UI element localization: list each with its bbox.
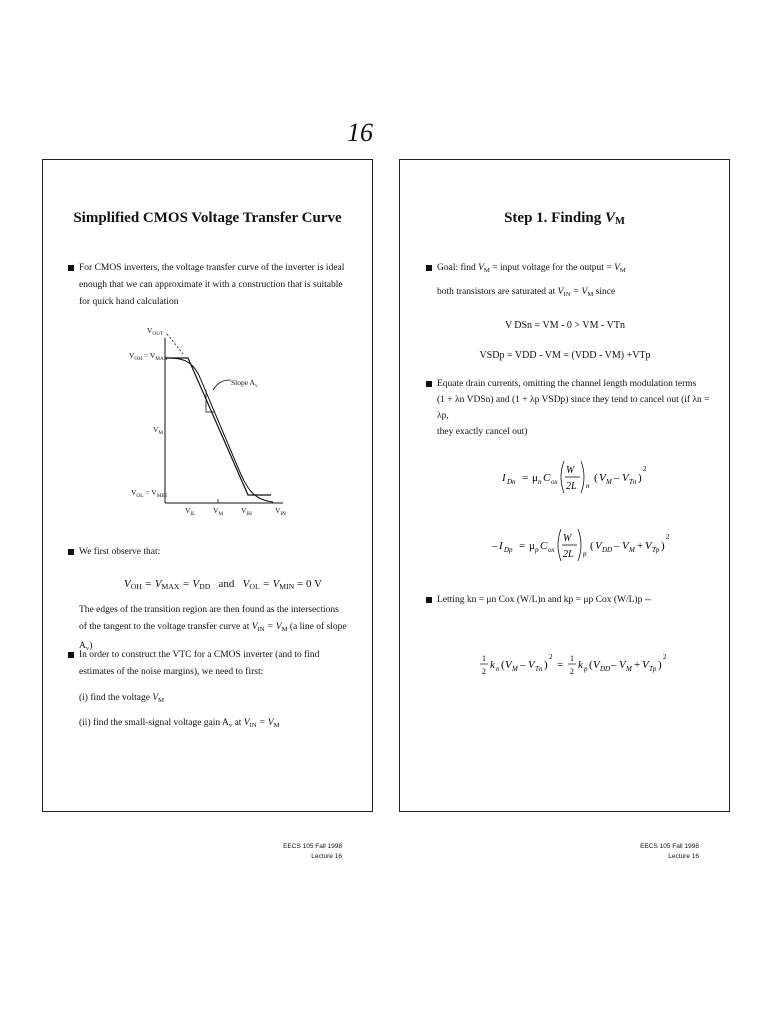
svg-text:2: 2 xyxy=(570,667,574,676)
svg-text:2: 2 xyxy=(663,653,667,661)
svg-text:ox: ox xyxy=(548,546,555,554)
svg-text:–: – xyxy=(614,472,620,484)
bullet-construct-vtc xyxy=(79,647,349,681)
svg-text:I: I xyxy=(499,540,503,552)
svg-text:k: k xyxy=(490,659,495,671)
vtc-figure xyxy=(43,320,374,520)
equation-vdsn: V DSn = VM - 0 > VM - VTn xyxy=(505,320,625,331)
bullet-text: Letting kn = μn Cox (W/L)n and kp = μp Cox (W/L)p -- xyxy=(437,595,652,605)
svg-text:W: W xyxy=(563,533,572,544)
bullet-goal: Goal: find $V_M$ = input voltage for the output = $V_M$ xyxy=(437,260,707,279)
x-tick-vin: $V_{IN}$ xyxy=(275,506,286,517)
svg-text:–: – xyxy=(492,540,498,552)
svg-text:2L: 2L xyxy=(563,549,574,560)
footer-lecture: Lecture 16 xyxy=(311,853,342,860)
svg-text:Tp: Tp xyxy=(649,665,657,673)
svg-text:Tn: Tn xyxy=(535,665,543,673)
x-tick-vih: $V_{IH}$ xyxy=(241,506,252,517)
slope-label: Slope $A_v$ xyxy=(231,378,258,389)
footer-right xyxy=(579,842,699,862)
footer-left xyxy=(222,842,342,862)
bullet-text-line: Equate drain currents, omitting the channel length modulation terms xyxy=(437,379,697,389)
svg-text:n: n xyxy=(586,482,590,490)
svg-text:=: = xyxy=(519,540,526,552)
svg-text:(: ( xyxy=(501,659,505,671)
svg-text:=: = xyxy=(557,659,564,671)
svg-text:V: V xyxy=(645,540,652,552)
equation-half-k xyxy=(478,645,678,685)
paragraph-edges: The edges of the transition region are then found as the intersections of the tangent to the voltage transfer curve at $V_{IN} = V_M$ (a line of slope $A_v$) xyxy=(79,605,347,652)
svg-text:n: n xyxy=(496,665,500,673)
bullet-text: In order to construct the VTC for a CMOS inverter (and to find estimates of the noise margins), we need to first: xyxy=(79,650,320,677)
footer-course: EECS 105 Fall 1998 xyxy=(283,843,342,850)
slide-vtc xyxy=(42,159,373,812)
svg-text:V: V xyxy=(599,472,606,484)
slide-title: Step 1. Finding $V_M$ xyxy=(504,210,625,227)
tangent-extension xyxy=(167,334,183,354)
bullet-text: For CMOS inverters, the voltage transfer curve of the inverter is ideal enough that we can approximate it with a construction that is suitable for quick hand calculation xyxy=(79,263,345,307)
svg-text:μ: μ xyxy=(529,540,535,552)
svg-text:Dn: Dn xyxy=(507,478,516,486)
svg-text:M: M xyxy=(626,665,632,673)
svg-text:M: M xyxy=(629,546,635,554)
svg-text:=: = xyxy=(522,472,529,484)
svg-text:–: – xyxy=(614,540,620,552)
svg-text:V: V xyxy=(593,659,600,671)
equation-voh-vol: $V_{OH} = V_{MAX} = V_{DD}$ and $V_{OL} = V_{MIN} = 0$ V xyxy=(124,578,322,591)
vol-label: $V_{OL} = V_{MIN}$ xyxy=(131,488,167,499)
svg-text:V: V xyxy=(619,659,626,671)
svg-text:): ) xyxy=(661,540,665,552)
slide-title: Simplified CMOS Voltage Transfer Curve xyxy=(73,210,342,226)
svg-text:V: V xyxy=(622,540,629,552)
svg-text:(: ( xyxy=(590,540,594,552)
equation-idp xyxy=(490,523,690,567)
equation-vsdp: VSDp = VDD - VM = (VDD - VM) +VTp xyxy=(479,350,651,361)
y-axis-label: $V_{OUT}$ xyxy=(147,326,164,337)
footer-course: EECS 105 Fall 1998 xyxy=(640,843,699,850)
x-tick-vm: $V_M$ xyxy=(213,506,224,517)
bullet-text-line: they exactly cancel out) xyxy=(437,427,528,437)
svg-text:C: C xyxy=(543,472,551,484)
svg-text:p: p xyxy=(584,665,588,673)
svg-text:+: + xyxy=(634,659,641,671)
svg-text:k: k xyxy=(578,659,583,671)
svg-text:(: ( xyxy=(589,659,593,671)
svg-text:V: V xyxy=(642,659,649,671)
svg-text:1: 1 xyxy=(482,654,486,663)
svg-text:V: V xyxy=(622,472,629,484)
svg-text:W: W xyxy=(566,465,575,476)
svg-text:V: V xyxy=(505,659,512,671)
bullet-square-icon xyxy=(426,597,432,603)
bullet-square-icon xyxy=(68,652,74,658)
svg-text:p: p xyxy=(583,550,587,558)
saturation-statement: both transistors are saturated at $V_{IN} = V_M$ since xyxy=(437,287,616,298)
bullet-square-icon xyxy=(68,549,74,555)
svg-text:I: I xyxy=(502,472,506,484)
slide-finding-vm xyxy=(399,159,730,812)
equation-idn xyxy=(500,455,700,499)
svg-text:Dp: Dp xyxy=(504,546,513,554)
svg-text:M: M xyxy=(512,665,518,673)
svg-text:μ: μ xyxy=(532,472,538,484)
svg-text:2: 2 xyxy=(482,667,486,676)
step-find-gain: (ii) find the small-signal voltage gain $A_v$ at $V_{IN} = V_M$ xyxy=(79,718,280,729)
bullet-text: We first observe that: xyxy=(79,547,161,557)
bullet-letting-k xyxy=(437,592,717,609)
svg-text:2L: 2L xyxy=(566,481,577,492)
bullet-observe xyxy=(79,544,349,561)
svg-text:DD: DD xyxy=(602,546,613,554)
page-number: 16 xyxy=(347,118,373,147)
bullet-equate-currents xyxy=(437,376,717,440)
bullet-square-icon xyxy=(68,265,74,271)
svg-text:M: M xyxy=(606,478,612,486)
svg-text:(: ( xyxy=(594,472,598,484)
svg-text:–: – xyxy=(611,659,617,671)
footer-lecture: Lecture 16 xyxy=(668,853,699,860)
svg-text:n: n xyxy=(538,478,542,486)
x-tick-vil: $V_{IL}$ xyxy=(185,506,196,517)
vm-axis-label: $V_M$ xyxy=(153,425,164,436)
svg-text:DD: DD xyxy=(600,665,611,673)
svg-text:2: 2 xyxy=(666,533,670,541)
svg-text:V: V xyxy=(595,540,602,552)
step-find-vm: (i) find the voltage $V_M$ xyxy=(79,693,165,704)
svg-text:V: V xyxy=(528,659,535,671)
svg-text:2: 2 xyxy=(643,465,647,473)
bullet-square-icon xyxy=(426,381,432,387)
svg-text:Tn: Tn xyxy=(629,478,637,486)
svg-text:2: 2 xyxy=(549,653,553,661)
svg-text:Tp: Tp xyxy=(652,546,660,554)
svg-text:ox: ox xyxy=(551,478,558,486)
bullet-text-line: (1 + λn VDSn) and (1 + λp VSDp) since they tend to cancel out (if λn = λp, xyxy=(437,395,710,421)
voh-label: $V_{OH} = V_{MAX}$ xyxy=(129,351,168,362)
svg-text:1: 1 xyxy=(570,654,574,663)
svg-text:): ) xyxy=(544,659,548,671)
bullet-cmos-intro xyxy=(79,260,349,311)
svg-text:+: + xyxy=(637,540,644,552)
svg-text:C: C xyxy=(540,540,548,552)
svg-text:–: – xyxy=(520,659,526,671)
svg-text:): ) xyxy=(638,472,642,484)
bullet-square-icon xyxy=(426,265,432,271)
svg-text:): ) xyxy=(658,659,662,671)
svg-text:p: p xyxy=(535,546,539,554)
slope-pointer xyxy=(213,380,231,390)
